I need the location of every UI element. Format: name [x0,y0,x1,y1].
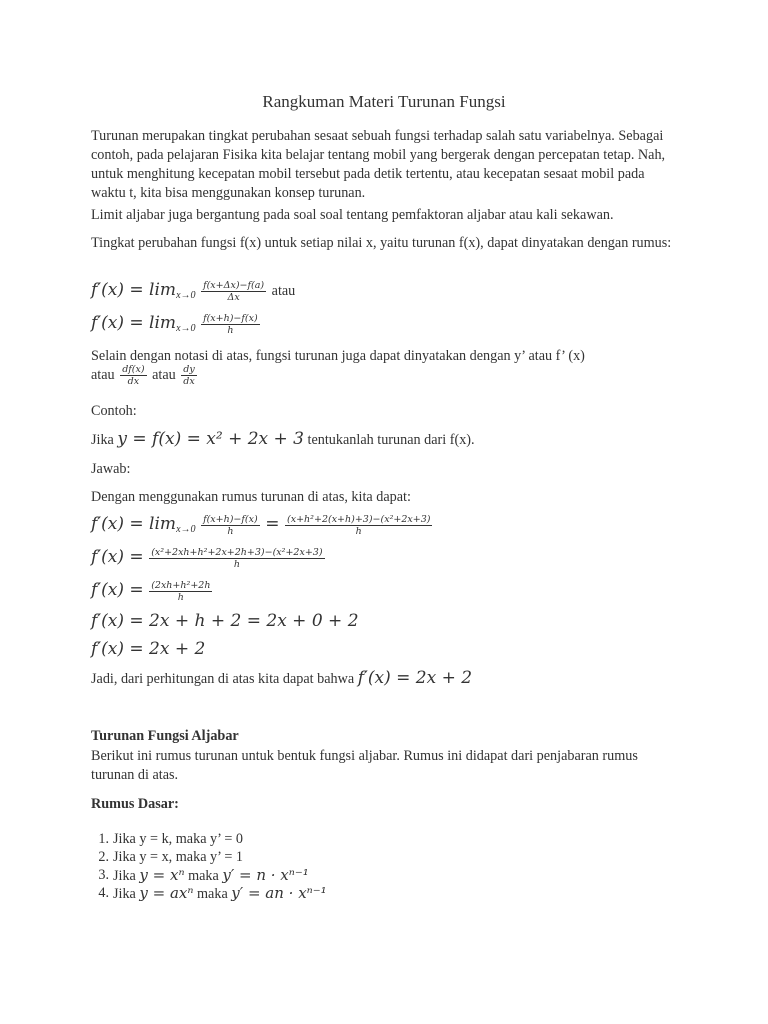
solution-step-2: f′(x) = $\frac{\text{(x²+2xh+h²+2x+2h+3)−(x²+2x+3)}}{h}$ [91,546,323,570]
notation-alternatives: atau $\frac{df(x)}{dx}$ atau $\frac{dy}{dx}$ [91,364,195,387]
fraction: $\frac{\text{(x+h²+2(x+h)+3)−(x²+2x+3)}}{h}$ [287,514,431,537]
fraction: $\frac{dy}{dx}$ [183,364,195,387]
list-item: 3. Jika y = xⁿ maka y′ = n · xⁿ⁻¹ [98,866,309,884]
formula-definition-2: $f'(x) = \lim_{x\to 0}$ $\frac{f(x+h)-f(x)}{h}$ [91,312,258,336]
intro-paragraph: Turunan merupakan tingkat perubahan sesaat sebuah fungsi terhadap salah satu variabelnya. Sebagai contoh, pada pelajaran Fisika kita belajar tentang mobil yang bergerak dengan percepatan tetap. Nah, untuk menghitung kecepatan mobil tersebut pada detik tertentu, atau kecepatan sesaat mobil pada waktu t, kita bisa menggunakan konsep turunan. [91,128,666,201]
fraction: $\frac{\text{(2xh+h²+2h}}{h}$ [151,580,211,603]
section-heading-basic-formula: Rumus Dasar: [91,796,179,812]
limit-paragraph: Limit aljabar juga bergantung pada soal soal tentang pemfaktoran aljabar atau kali sekawan. [91,207,614,223]
fraction: $\frac{f(x+h)-f(x)}{h}$ [203,514,258,537]
solution-step-4: f′(x) = 2x + h + 2 = 2x + 0 + 2 [91,611,359,631]
conclusion: Jadi, dari perhitungan di atas kita dapat bahwa f′(x) = 2x + 2 [91,668,473,688]
solution-step-3: f′(x) = $\frac{\text{(2xh+h²+2h}}{h}$ [91,579,211,603]
list-item: 2. Jika y = x, maka y’ = 1 [98,849,244,865]
solution-step-5: f′(x) = 2x + 2 [91,639,206,659]
formula-definition-1: $f'(x) = \lim_{x\to 0}$ $\frac{f(x+\Delta x)-f(a)}{\Delta x}$ atau [91,279,296,303]
fraction: $\frac{f(x+h)-f(x)}{h}$ [203,313,258,336]
notation-paragraph: Selain dengan notasi di atas, fungsi turunan juga dapat dinyatakan dengan y’ atau f’ (x) [91,348,585,364]
list-item: 4. Jika y = axⁿ maka y′ = an · xⁿ⁻¹ [98,884,327,902]
fraction: $\frac{f(x+\Delta x)-f(a)}{\Delta x}$ [203,280,265,303]
solution-step-1: $f'(x) = \lim_{x\to 0}$ $\frac{f(x+h)-f(x)}{h}$ = $\frac{\text{(x+h²+2(x+h)+3)−(x²+2x+3)}}{h}$ [91,513,431,537]
rate-paragraph: Tingkat perubahan fungsi f(x) untuk setiap nilai x, yaitu turunan f(x), dapat dinyatakan dengan rumus: [91,235,672,251]
example-label: Contoh: [91,403,137,419]
fraction: $\frac{df(x)}{dx}$ [122,364,145,387]
example-problem: Jika y = f(x) = x² + 2x + 3 tentukanlah turunan dari f(x). [91,429,475,449]
algebra-paragraph: Berikut ini rumus turunan untuk bentuk fungsi aljabar. Rumus ini didapat dari penjabaran rumus turunan di atas. [91,748,638,783]
section-heading-algebra: Turunan Fungsi Aljabar [91,728,239,744]
list-item: 1. Jika y = k, maka y’ = 0 [98,831,244,847]
answer-label: Jawab: [91,461,131,477]
solution-intro: Dengan menggunakan rumus turunan di atas, kita dapat: [91,489,411,505]
page-title: Rangkuman Materi Turunan Fungsi [262,92,506,111]
fraction: $\frac{\text{(x²+2xh+h²+2x+2h+3)−(x²+2x+3)}}{h}$ [151,547,323,570]
